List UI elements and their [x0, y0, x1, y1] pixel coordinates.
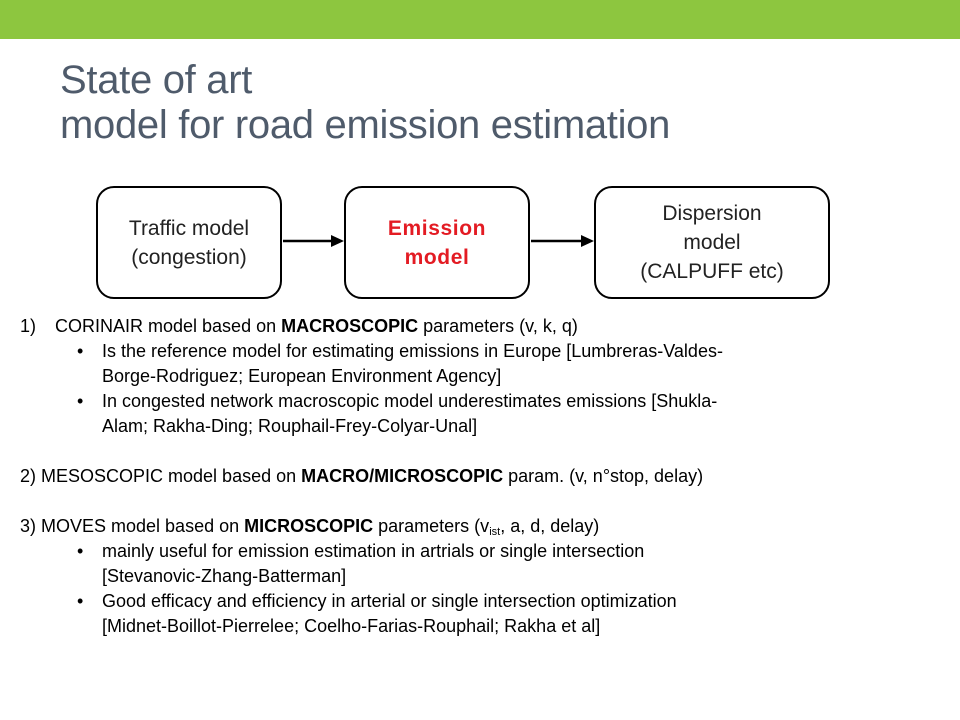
- bullet-icon: •: [77, 341, 84, 361]
- bullet-line: Alam; Rakha-Ding; Rouphail-Frey-Colyar-Unal]: [102, 416, 478, 436]
- bullet-item: [20, 339, 940, 389]
- dispersion-model-box: [594, 186, 830, 299]
- list-item-1: [20, 314, 940, 339]
- bullet-line: Borge-Rodriguez; European Environment Agency]: [102, 366, 502, 386]
- arrow-right-icon: [531, 235, 594, 247]
- bullet-icon: •: [77, 591, 84, 611]
- traffic-model-line-1: Traffic model: [128, 216, 250, 240]
- slide-body: [20, 314, 940, 639]
- bullet-line: [Stevanovic-Zhang-Batterman]: [102, 566, 347, 586]
- emission-model-line-1: Emission: [387, 216, 487, 240]
- bullet-icon: •: [77, 541, 84, 561]
- list-item-3: 3) MOVES model based on MICROSCOPIC parameters ($v_{ist}$, a, d, delay): [20, 516, 600, 538]
- accent-bar: [0, 0, 960, 39]
- traffic-model-line-2: (congestion): [131, 245, 247, 269]
- title-line-2: model for road emission estimation: [60, 103, 671, 147]
- dispersion-model-line-3: (CALPUFF etc): [640, 260, 784, 283]
- emission-model-box: [344, 186, 530, 299]
- dispersion-model-line-1: Dispersion: [662, 202, 762, 225]
- bullet-line: Is the reference model for estimating emissions in Europe [Lumbreras-Valdes-: [102, 341, 723, 361]
- bullet-line: In congested network macroscopic model underestimates emissions [Shukla-: [102, 391, 718, 411]
- velocity-subscript: ist: [489, 526, 501, 538]
- bullet-icon: •: [77, 391, 84, 411]
- list-item-text: CORINAIR model based on MACROSCOPIC parameters (v, k, q): [55, 316, 578, 336]
- list-item-2: 2) MESOSCOPIC model based on MACRO/MICROSCOPIC param. (v, n°stop, delay): [20, 466, 704, 486]
- list-number: 1): [20, 316, 37, 336]
- dispersion-model-line-2: model: [683, 231, 741, 254]
- bullet-item: [20, 539, 940, 589]
- bullet-line: mainly useful for emission estimation in artrials or single intersection: [102, 541, 645, 561]
- bullet-item: [20, 389, 940, 439]
- slide-title: [60, 58, 670, 148]
- traffic-model-box: [96, 186, 282, 299]
- emission-model-line-2: model: [404, 245, 470, 269]
- title-line-1: State of art: [60, 58, 253, 102]
- bullet-item: [20, 589, 940, 639]
- bullet-line: [Midnet-Boillot-Pierrelee; Coelho-Farias-Rouphail; Rakha et al]: [102, 616, 601, 636]
- arrow-right-icon: [283, 235, 344, 247]
- bullet-line: Good efficacy and efficiency in arterial or single intersection optimization: [102, 591, 677, 611]
